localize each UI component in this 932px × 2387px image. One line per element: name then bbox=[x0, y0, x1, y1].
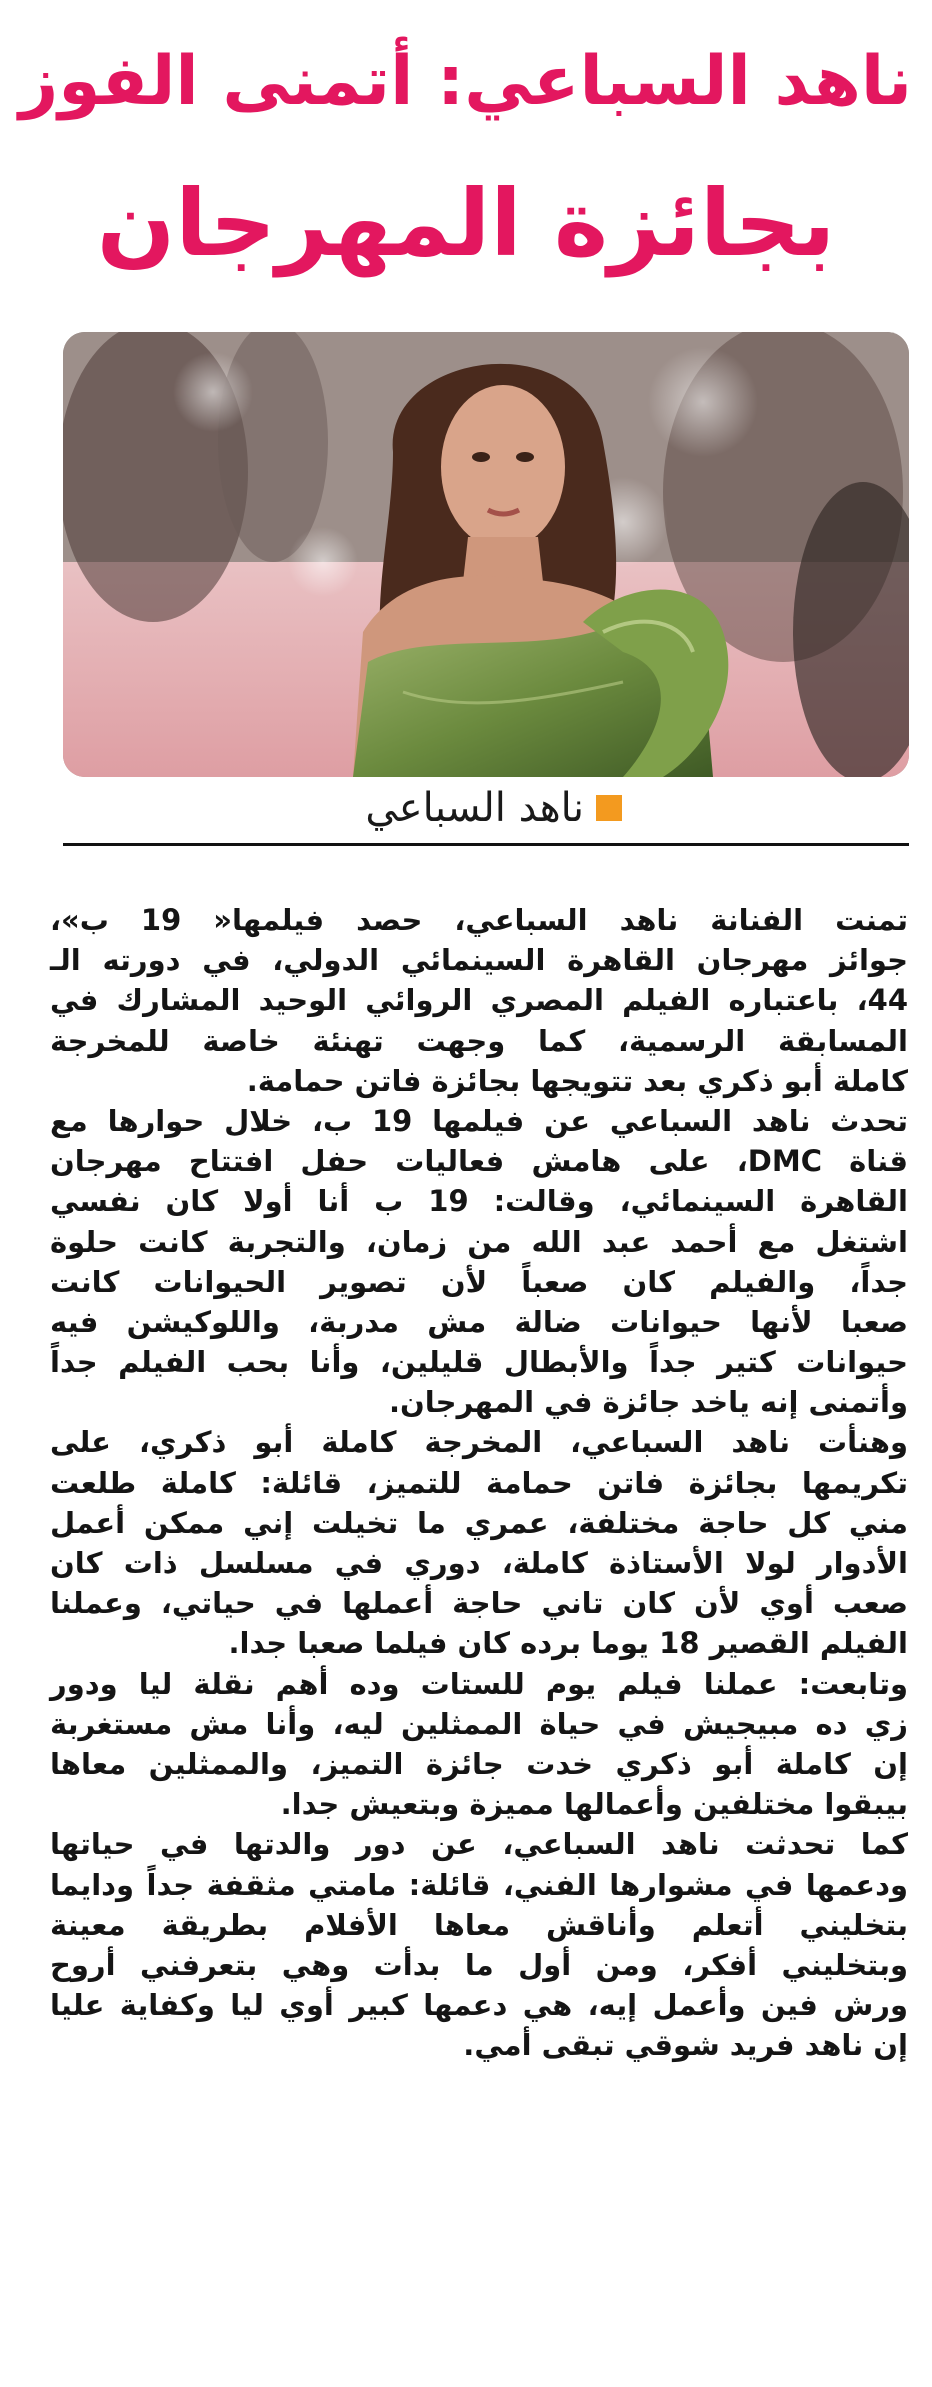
body-line: كاملة أبو ذكري بعد تتويجها بجائزة فاتن حمامة. bbox=[246, 1063, 908, 1098]
body-line: كما تحدثت ناهد السباعي، عن دور والدتها في حياتها bbox=[50, 1827, 908, 1862]
body-line: وتابعت: عملنا فيلم يوم للستات وده أهم نقلة ليا ودور bbox=[50, 1666, 908, 1701]
body-line: تمنت الفنانة ناهد السباعي، حصد فيلمها« 19 ب»، bbox=[50, 903, 908, 937]
caption-text: ناهد السباعي bbox=[365, 785, 584, 831]
body-line: القاهرة السينمائي، وقالت: 19 ب أنا أولا كان نفسي bbox=[50, 1184, 908, 1219]
body-line: الفيلم القصير 18 يوما برده كان فيلما صعبا جدا. bbox=[228, 1626, 908, 1661]
body-line: قناة DMC، على هامش فعاليات حفل افتتاح مهرجان bbox=[50, 1144, 908, 1179]
body-line: حيوانات كتير جداً والأبطال قليلين، وأنا بحب الفيلم جداً bbox=[50, 1345, 908, 1380]
body-line: ورش فين وأعمل إيه، هي دعمها كبير أوي ليا وكفاية عليا bbox=[50, 1988, 908, 2023]
body-line: جداً، والفيلم كان صعباً لأن تصوير الحيوانات كانت bbox=[50, 1264, 908, 1299]
body-line: 44، باعتباره الفيلم المصري الروائي الوحيد المشارك في bbox=[50, 983, 908, 1018]
photo-caption bbox=[365, 783, 622, 833]
body-line: بتخليني أتعلم وأناقش معاها الأفلام بطريقة معينة bbox=[50, 1907, 908, 1942]
body-line: وأتمنى إنه ياخد جائزة في المهرجان. bbox=[389, 1385, 908, 1420]
body-line: وهنأت ناهد السباعي، المخرجة كاملة أبو ذكري، على bbox=[50, 1425, 908, 1460]
body-line: جوائز مهرجان القاهرة السينمائي الدولي، في دورته الـ bbox=[50, 943, 908, 978]
body-line: الأدوار لولا الأستاذة كاملة، دوري في مسلسل ذات كان bbox=[50, 1546, 908, 1580]
body-line: تحدث ناهد السباعي عن فيلمها 19 ب، خلال حوارها مع bbox=[50, 1103, 908, 1138]
body-line: تكريمها بجائزة فاتن حمامة للتميز، قائلة: كاملة طلعت bbox=[50, 1465, 908, 1500]
headline-line-2: بجائزة المهرجان bbox=[96, 170, 836, 277]
body-line: إن ناهد فريد شوقي تبقى أمي. bbox=[463, 2028, 908, 2063]
body-line: صعبا لأنها حيوانات ضالة مش مدربة، واللوكيشن فيه bbox=[50, 1304, 908, 1339]
body-line: إن كاملة أبو ذكري خدت جائزة التميز، والممثلين معاها bbox=[50, 1746, 908, 1781]
caption-divider bbox=[63, 843, 909, 846]
body-line: المسابقة الرسمية، كما وجهت تهنئة خاصة للمخرجة bbox=[50, 1023, 908, 1058]
headline-line-1: ناهد السباعي: أتمنى الفوز bbox=[19, 42, 912, 121]
caption-square-icon bbox=[596, 795, 622, 821]
body-line: وبتخليني أفكر، ومن أول ما بدأت وهي بتعرفني أروح bbox=[50, 1947, 908, 1982]
body-line: ودعمها في مشوارها الفني، قائلة: مامتي مثقفة جداً ودايما bbox=[50, 1867, 908, 1902]
body-line: مني كل حاجة مختلفة، عمري ما تخيلت إني ممكن أعمل bbox=[50, 1505, 908, 1540]
body-line: صعب أوي لأن كان تاني حاجة أعملها في حياتي، وعملنا bbox=[50, 1586, 908, 1621]
article-body bbox=[50, 900, 908, 2065]
body-line: زي ده مبيجيش في حياة الممثلين ليه، وأنا مش مستغربة bbox=[50, 1706, 908, 1741]
body-line: بيبقوا مختلفين وأعمالها مميزة وبتعيش جدا. bbox=[280, 1787, 908, 1822]
article-photo bbox=[63, 332, 909, 777]
body-line: اشتغل مع أحمد عبد الله من زمان، والتجربة كانت حلوة bbox=[50, 1224, 908, 1259]
